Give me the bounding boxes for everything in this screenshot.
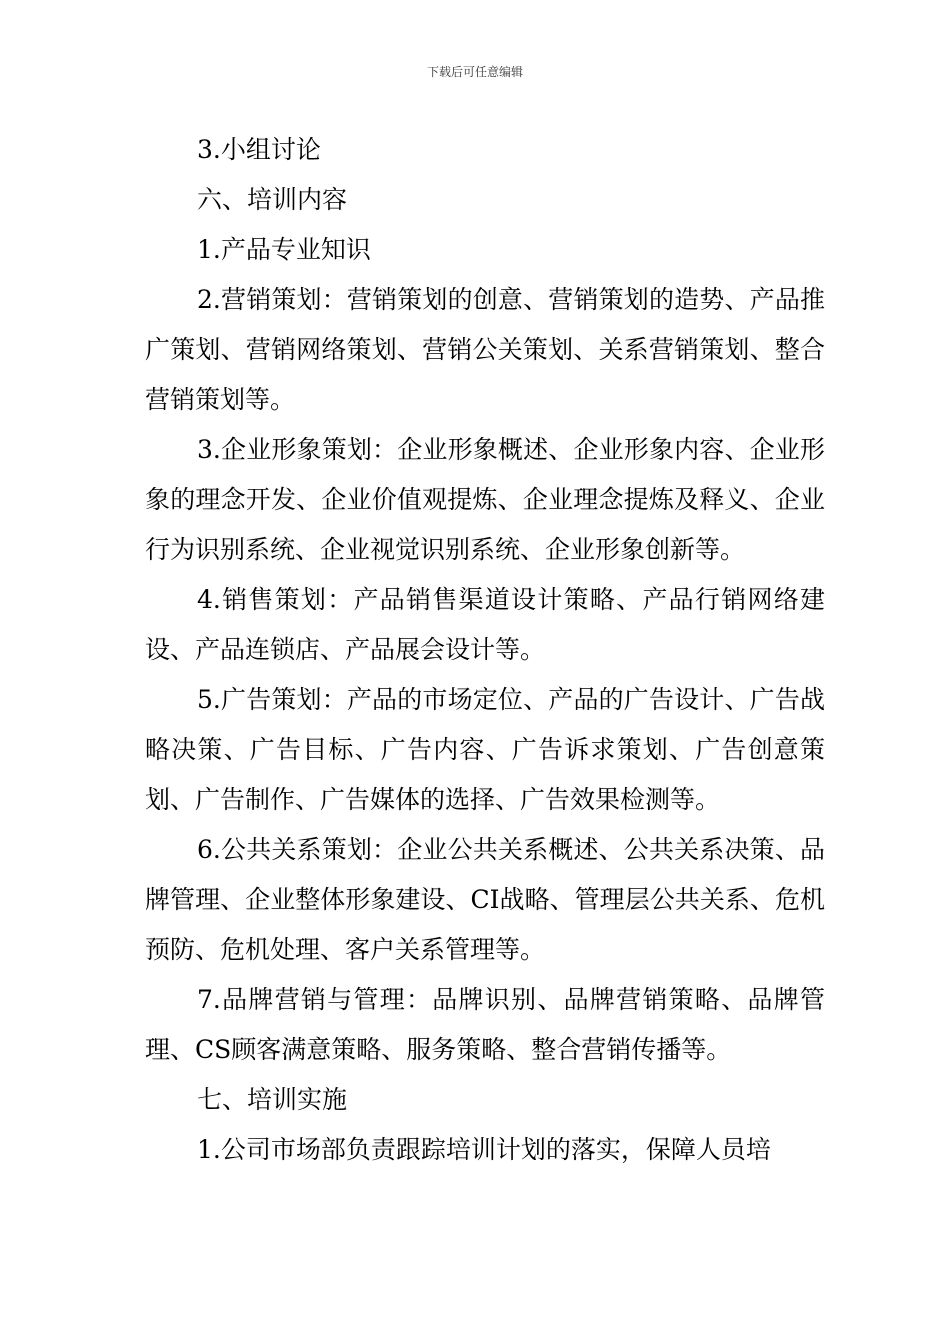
list-item-marketing-department: 1.公司市场部负责跟踪培训计划的落实，保障人员培: [197, 1135, 771, 1164]
list-item-public-relations: 6.公共关系策划：企业公共关系概述、公共关系决策、品牌管理、企业整体形象建设、CI战略、管理层公共关系、危机预防、危机处理、客户关系管理等。: [145, 835, 825, 964]
section-heading-training-content: 六、培训内容: [197, 185, 348, 214]
list-item-sales-planning: 4.销售策划：产品销售渠道设计策略、产品行销网络建设、产品连锁店、产品展会设计等。: [145, 585, 825, 664]
list-item-brand-marketing: 7.品牌营销与管理：品牌识别、品牌营销策略、品牌管理、CS顾客满意策略、服务策略、整合营销传播等。: [145, 985, 825, 1064]
list-item-product-knowledge: 1.产品专业知识: [197, 235, 371, 264]
list-item-marketing-planning: 2.营销策划：营销策划的创意、营销策划的造势、产品推广策划、营销网络策划、营销公关策划、关系营销策划、整合营销策划等。: [145, 285, 825, 414]
page-header: 下载后可任意编辑: [426, 65, 523, 79]
list-item-advertising-planning: 5.广告策划：产品的市场定位、产品的广告设计、广告战略决策、广告目标、广告内容、广告诉求策划、广告创意策划、广告制作、广告媒体的选择、广告效果检测等。: [145, 685, 825, 814]
document-body: [145, 125, 825, 1175]
list-item-group-discussion: 3.小组讨论: [197, 135, 321, 164]
list-item-corporate-image: 3.企业形象策划：企业形象概述、企业形象内容、企业形象的理念开发、企业价值观提炼、企业理念提炼及释义、企业行为识别系统、企业视觉识别系统、企业形象创新等。: [145, 435, 825, 564]
section-heading-training-implementation: 七、培训实施: [197, 1085, 348, 1114]
